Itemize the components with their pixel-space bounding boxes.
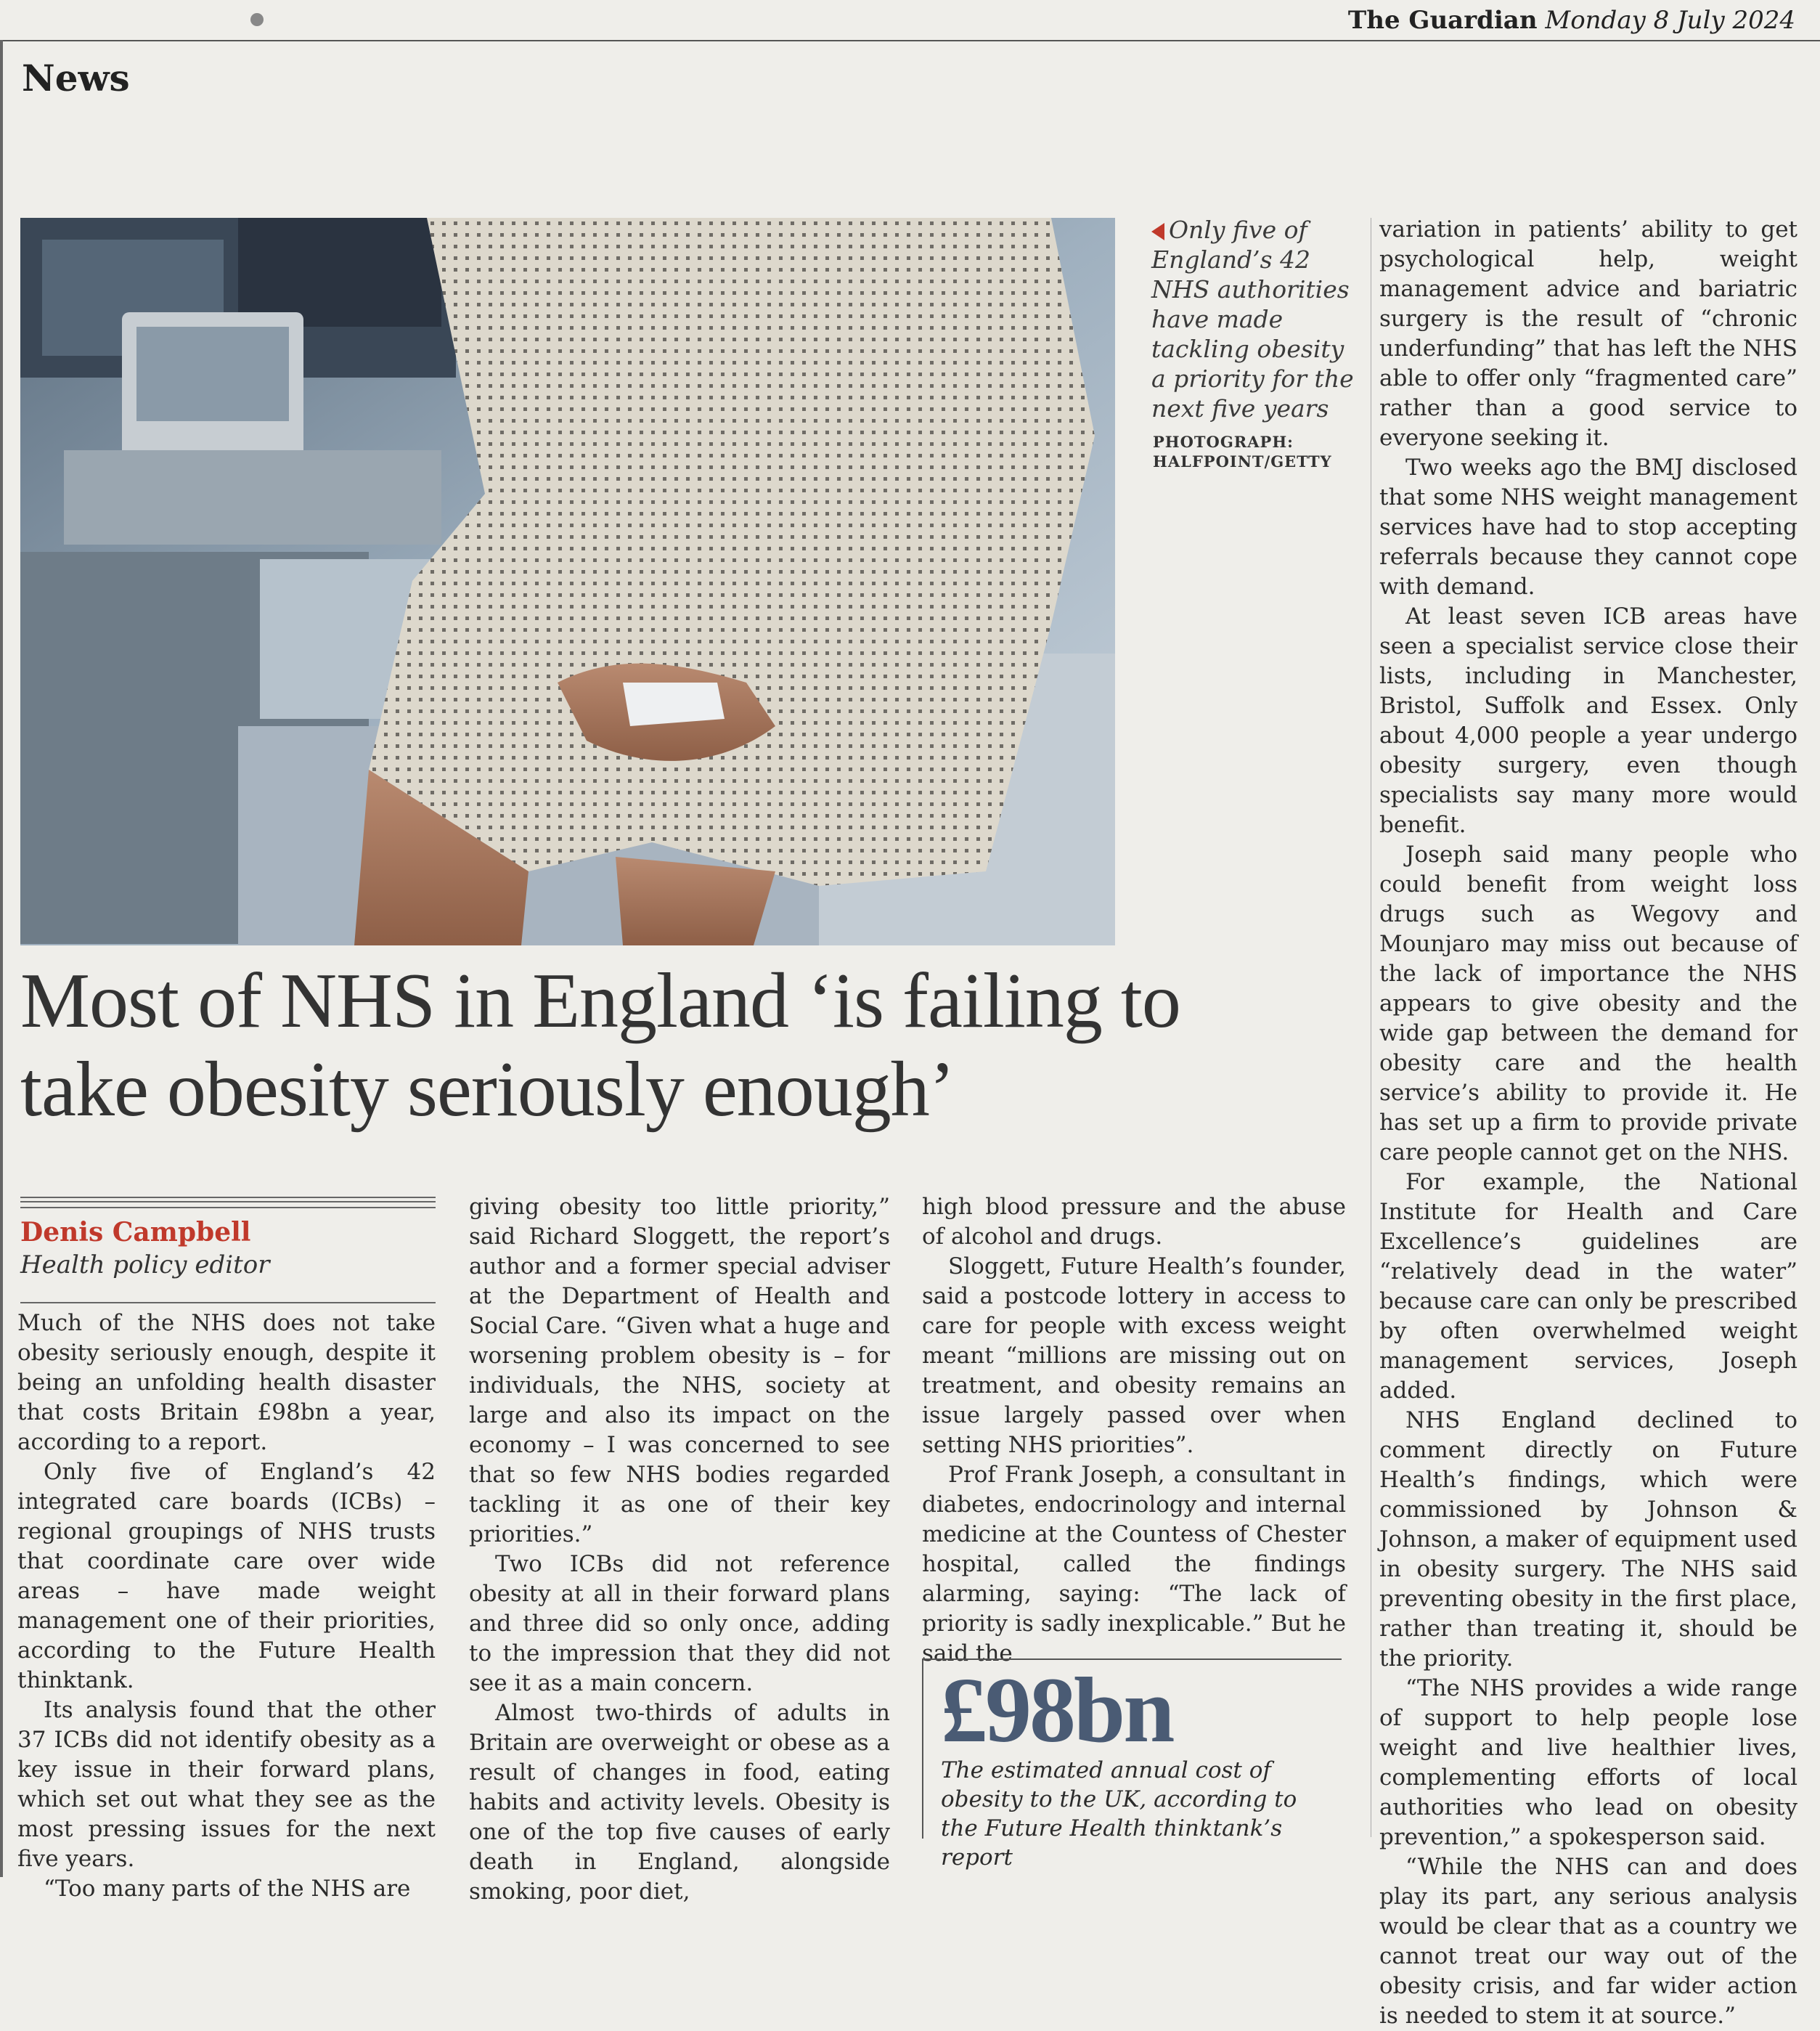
paragraph: “Too many parts of the NHS are — [44, 1876, 411, 1902]
photo-credit: PHOTOGRAPH: HALFPOINT/GETTY — [1153, 433, 1332, 471]
section-label: News — [22, 57, 130, 99]
hospital-patient-photo — [20, 218, 1115, 945]
paragraph: giving obesity too little priority,” said Richard Sloggett, the report’s author and a former special adviser at the Department of Health and Social Care. “Given what a huge and worsening problem obesity is – for individuals, the NHS, society at large and also its impact on the economy – I was concerned to see that so few NHS bodies regarded tackling it as one of their key priorities.” — [469, 1194, 890, 1547]
page-edge-rule — [0, 40, 3, 1877]
paragraph: For example, the National Institute for Health and Care Excellence’s guidelines are “relatively dead in the water” because care can only be prescribed by often overwhelmed weight management services, Joseph added. — [1379, 1169, 1797, 1404]
masthead-rule — [0, 40, 1820, 41]
article-column-4 — [1379, 215, 1797, 2031]
article-column-2 — [469, 1192, 890, 1907]
article-column-1 — [17, 1308, 436, 1904]
paragraph: Only five of England’s 42 integrated care boards (ICBs) – regional groupings of NHS trusts that coordinate care over wide areas – have made weight management one of their priorities, according to the Future Health thinktank. — [17, 1459, 436, 1693]
paragraph: NHS England declined to comment directly on Future Health’s findings, which were commissioned by Johnson & Johnson, a maker of equipment used in obesity surgery. The NHS said preventing obesity in the first place, rather than treating it, should be the priority. — [1379, 1407, 1797, 1672]
fact-caption: The estimated annual cost of obesity to the UK, according to the Future Health thinktank’s report — [941, 1757, 1297, 1871]
byline-divider — [20, 1302, 436, 1303]
publication-name: The Guardian — [1347, 6, 1538, 35]
photo-illustration — [20, 218, 1115, 945]
article-column-3 — [922, 1192, 1346, 1669]
caption-pointer-icon — [1151, 223, 1164, 240]
article-headline: Most of NHS in England ‘is failing to take obesity seriously enough’ — [20, 958, 1180, 1133]
paragraph: Much of the NHS does not take obesity seriously enough, despite it being an unfolding health disaster that costs Britain £98bn a year, according to a report. — [17, 1310, 436, 1455]
paragraph: Joseph said many people who could benefit from weight loss drugs such as Wegovy and Mounjaro may miss out because of the lack of importance the NHS appears to give obesity and the wide gap between the demand for obesity care and the health service’s ability to provide it. He has set up a firm to provide private care people cannot get on the NHS. — [1379, 842, 1797, 1165]
paragraph: Prof Frank Joseph, a consultant in diabetes, endocrinology and internal medicine at the Countess of Chester hospital, called the findings alarming, saying: “The lack of priority is sadly inexplicable.” But he said the — [922, 1462, 1346, 1666]
byline-rules — [20, 1197, 436, 1208]
byline-role: Health policy editor — [20, 1250, 270, 1279]
paragraph: variation in patients’ ability to get psychological help, weight management advice and bariatric surgery is the result of “chronic underfunding” that has left the NHS able to offer only “fragmented care” rather than a good service to everyone seeking it. — [1379, 216, 1797, 451]
paragraph: “The NHS provides a wide range of support to help people lose weight and live healthier lives, complementing efforts of local authorities who lead on obesity prevention,” a spokesperson said. — [1379, 1675, 1797, 1850]
page-hole-mark — [250, 13, 264, 26]
paragraph: Two weeks ago the BMJ disclosed that some NHS weight management services have had to stop accepting referrals because they cannot cope with demand. — [1379, 455, 1797, 600]
paragraph: At least seven ICB areas have seen a specialist service close their lists, including in Manchester, Bristol, Suffolk and Essex. Only about 4,000 people a year undergo obesity surgery, even though specialists say many more would benefit. — [1379, 603, 1797, 838]
paragraph: “While the NHS can and does play its part, any serious analysis would be clear that as a country we cannot treat our way out of the obesity crisis, and far wider action is needed to stem it at source.” — [1379, 1854, 1797, 2029]
publication-date: Monday 8 July 2024 — [1545, 6, 1795, 35]
photo-caption — [1151, 215, 1358, 423]
masthead — [1348, 6, 1795, 35]
paragraph: Two ICBs did not reference obesity at all in their forward plans and three did so only once, adding to the impression that they did not see it as a main concern. — [469, 1551, 890, 1696]
paragraph: Sloggett, Future Health’s founder, said a postcode lottery in access to care for people with excess weight meant “millions are missing out on treatment, and obesity remains an issue largely passed over when setting NHS priorities”. — [922, 1253, 1346, 1458]
paragraph: Almost two-thirds of adults in Britain are overweight or obese as a result of changes in food, eating habits and activity levels. Obesity is one of the top five causes of early death in England, alongside smoking, poor diet, — [469, 1700, 890, 1905]
byline-name: Denis Campbell — [20, 1217, 251, 1248]
caption-text: Only five of England’s 42 NHS authorities have made tackling obesity a priority for the next five years — [1151, 216, 1354, 423]
paragraph: Its analysis found that the other 37 ICBs did not identify obesity as a key issue in their forward plans, which set out what they see as the most pressing issues for the next five years. — [17, 1697, 436, 1872]
paragraph: high blood pressure and the abuse of alcohol and drugs. — [922, 1194, 1346, 1250]
fact-figure: £98bn — [941, 1658, 1173, 1762]
